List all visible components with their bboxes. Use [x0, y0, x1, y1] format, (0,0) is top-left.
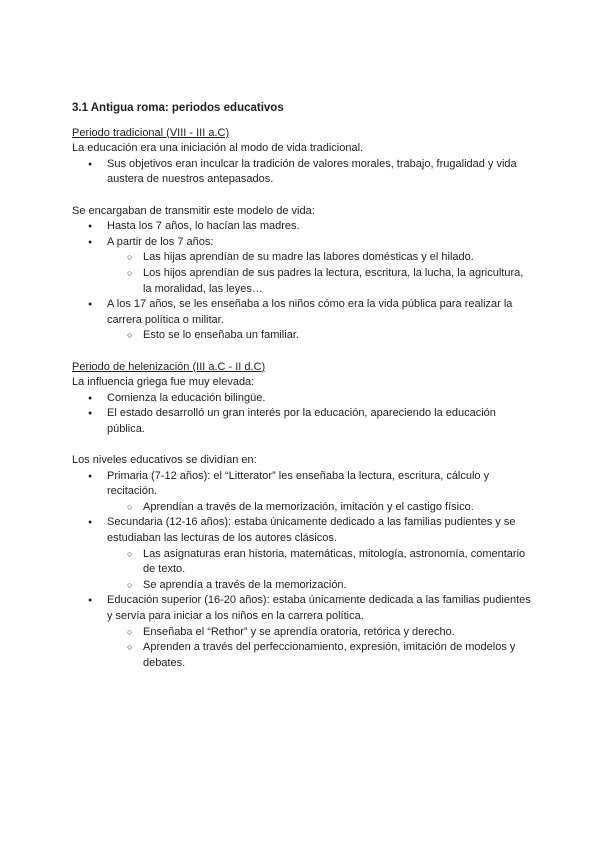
- list-item-text: A partir de los 7 años:: [107, 235, 214, 248]
- list-item: [72, 297, 532, 344]
- sub-list: [107, 547, 532, 594]
- list-item: [72, 235, 532, 297]
- sub-list-item: ○ Enseñaba el “Rethor” y se aprendía oratoria, retórica y derecho.: [107, 625, 532, 641]
- list-item: ● Sus objetivos eran inculcar la tradición de valores morales, trabajo, frugalidad y vida austera de nuestros antepasados.: [72, 157, 532, 188]
- sub-list-item: ○ Las hijas aprendían de su madre las labores domésticas y el hilado.: [107, 250, 532, 266]
- paragraph: Se encargaban de transmitir este modelo de vida:: [72, 204, 315, 217]
- list-item: [72, 593, 532, 671]
- bullet-list: [72, 469, 532, 672]
- sub-list-item: ○ Se aprendía a través de la memorización.: [107, 578, 532, 594]
- paragraph: La educación era una iniciación al modo de vida tradicional.: [72, 142, 364, 155]
- sub-list-item: ○ Aprendían a través de la memorización, imitación y el castigo físico.: [107, 500, 532, 516]
- sub-list: [107, 250, 532, 297]
- list-item-text: Secundaria (12-16 años): estaba únicamente dedicado a las familias pudientes y se estudiaban las lecturas de los autores clásicos.: [107, 516, 516, 545]
- sub-list: [107, 625, 532, 672]
- list-item: ● Hasta los 7 años, lo hacían las madres.: [72, 219, 532, 235]
- sub-list-item: ○ Aprenden a través del perfeccionamiento, expresión, imitación de modelos y debates.: [107, 640, 532, 671]
- bullet-list: [72, 157, 532, 188]
- paragraph: Los niveles educativos se dividían en:: [72, 454, 257, 467]
- period-title-traditional: Periodo tradicional (VIII - III a.C): [72, 126, 230, 139]
- sub-list-item: ○ Las asignaturas eran historia, matemáticas, mitología, astronomía, comentario de texto.: [107, 547, 532, 578]
- period-title-hellenization: Periodo de helenización (III a.C - II d.C): [72, 360, 266, 373]
- list-item: [72, 515, 532, 593]
- document-body: [72, 101, 532, 671]
- sub-list: [107, 500, 532, 516]
- list-item-text: A los 17 años, se les enseñaba a los niños cómo era la vida pública para realizar la carrera política o militar.: [107, 298, 513, 326]
- section-heading: 3.1 Antigua roma: periodos educativos: [72, 102, 284, 114]
- list-item-text: Primaria (7-12 años): el “Litterator” les enseñaba la lectura, escritura, cálculo y recitación.: [107, 469, 490, 498]
- sub-list: [107, 328, 532, 344]
- list-item: ● Comienza la educación bilingüe.: [72, 391, 532, 407]
- sub-list-item: ○ Los hijos aprendían de sus padres la lectura, escritura, la lucha, la agricultura, la moralidad, las leyes…: [107, 266, 532, 297]
- list-item: ● El estado desarrolló un gran interés por la educación, apareciendo la educación pública.: [72, 406, 532, 437]
- list-item: [72, 469, 532, 516]
- bullet-list: [72, 219, 532, 344]
- sub-list-item: ○ Esto se lo enseñaba un familiar.: [107, 328, 532, 344]
- paragraph: La influencia griega fue muy elevada:: [72, 376, 255, 389]
- list-item-text: Educación superior (16-20 años): estaba únicamente dedicada a las familias pudientes y servía para iniciar a los niños en la carrera política.: [107, 594, 531, 622]
- bullet-list: [72, 391, 532, 438]
